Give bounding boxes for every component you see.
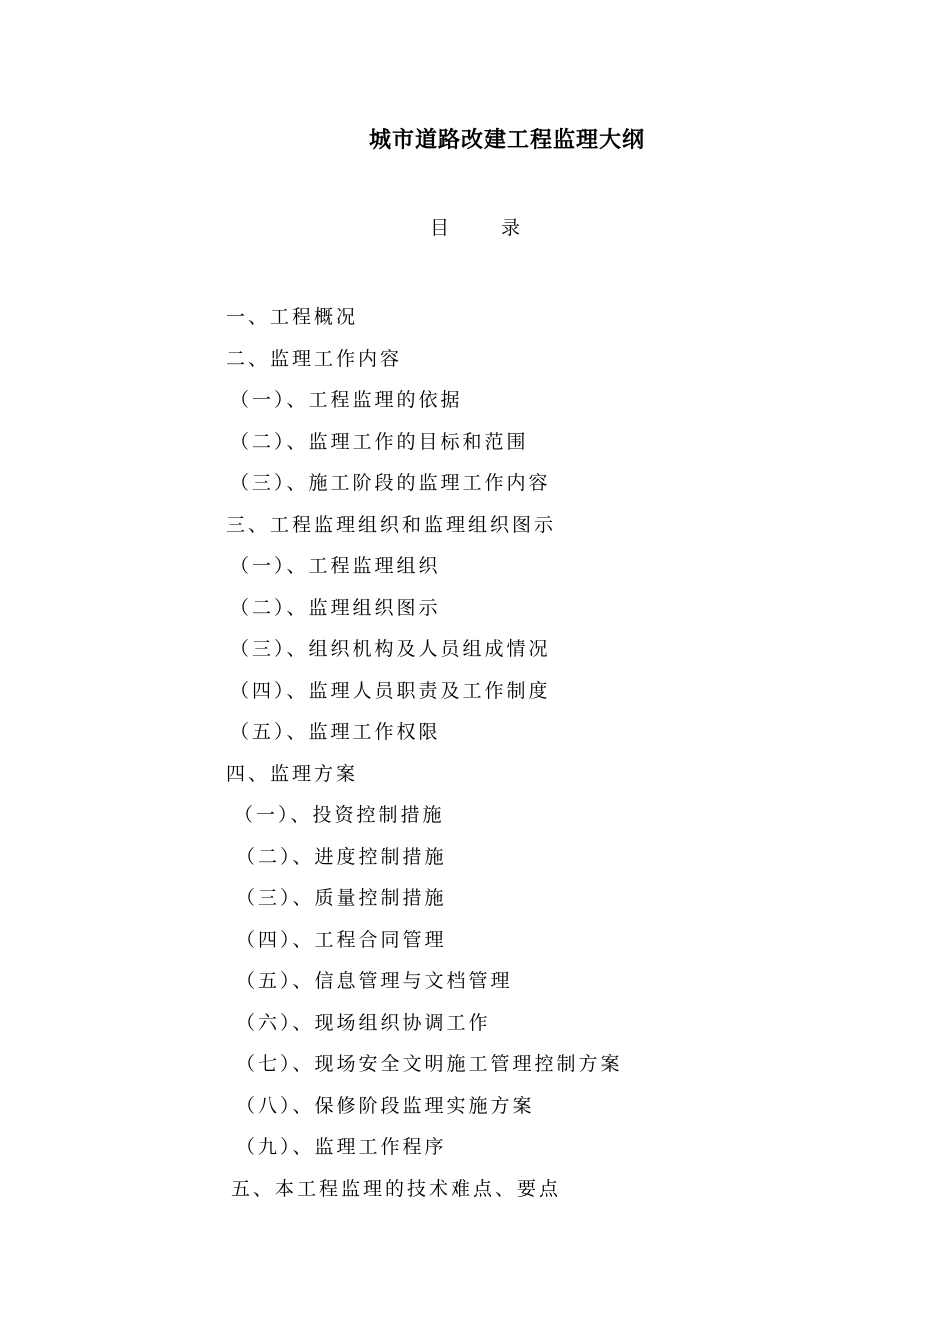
toc-subitem: （六）、现场组织协调工作 (236, 1011, 491, 1034)
toc-item: 四、监理方案 (226, 762, 359, 785)
toc-item: 三、工程监理组织和监理组织图示 (226, 513, 557, 536)
toc-subitem: （三）、施工阶段的监理工作内容 (230, 472, 551, 494)
toc-subitem: （四）、工程合同管理 (236, 928, 447, 951)
toc-list (226, 297, 623, 1210)
toc-subitem: （一）、工程监理组织 (230, 555, 441, 577)
toc-item: 五、本工程监理的技术难点、要点 (231, 1177, 562, 1200)
toc-subitem: （七）、现场安全文明施工管理控制方案 (236, 1053, 623, 1075)
toc-subitem: （四）、监理人员职责及工作制度 (230, 679, 551, 702)
toc-subitem: （一）、投资控制措施 (234, 804, 445, 826)
toc-subitem: （九）、监理工作程序 (236, 1136, 447, 1158)
toc-heading (0, 212, 950, 244)
toc-heading-left: 目 (429, 217, 449, 239)
toc-heading-right: 录 (501, 217, 521, 239)
toc-item: 二、监理工作内容 (226, 347, 403, 370)
toc-subitem: （五）、信息管理与文档管理 (236, 970, 513, 992)
toc-subitem: （二）、监理工作的目标和范围 (230, 430, 529, 453)
document-title: 城市道路改建工程监理大纲 (368, 127, 645, 153)
toc-subitem: （二）、监理组织图示 (230, 596, 441, 619)
toc-subitem: （三）、质量控制措施 (236, 887, 447, 909)
toc-subitem: （五）、监理工作权限 (230, 721, 441, 743)
toc-subitem: （二）、进度控制措施 (236, 845, 447, 868)
toc-subitem: （三）、组织机构及人员组成情况 (230, 638, 551, 660)
toc-subitem: （一）、工程监理的依据 (230, 389, 463, 411)
toc-subitem: （八）、保修阶段监理实施方案 (236, 1094, 535, 1117)
toc-item: 一、工程概况 (226, 306, 359, 328)
